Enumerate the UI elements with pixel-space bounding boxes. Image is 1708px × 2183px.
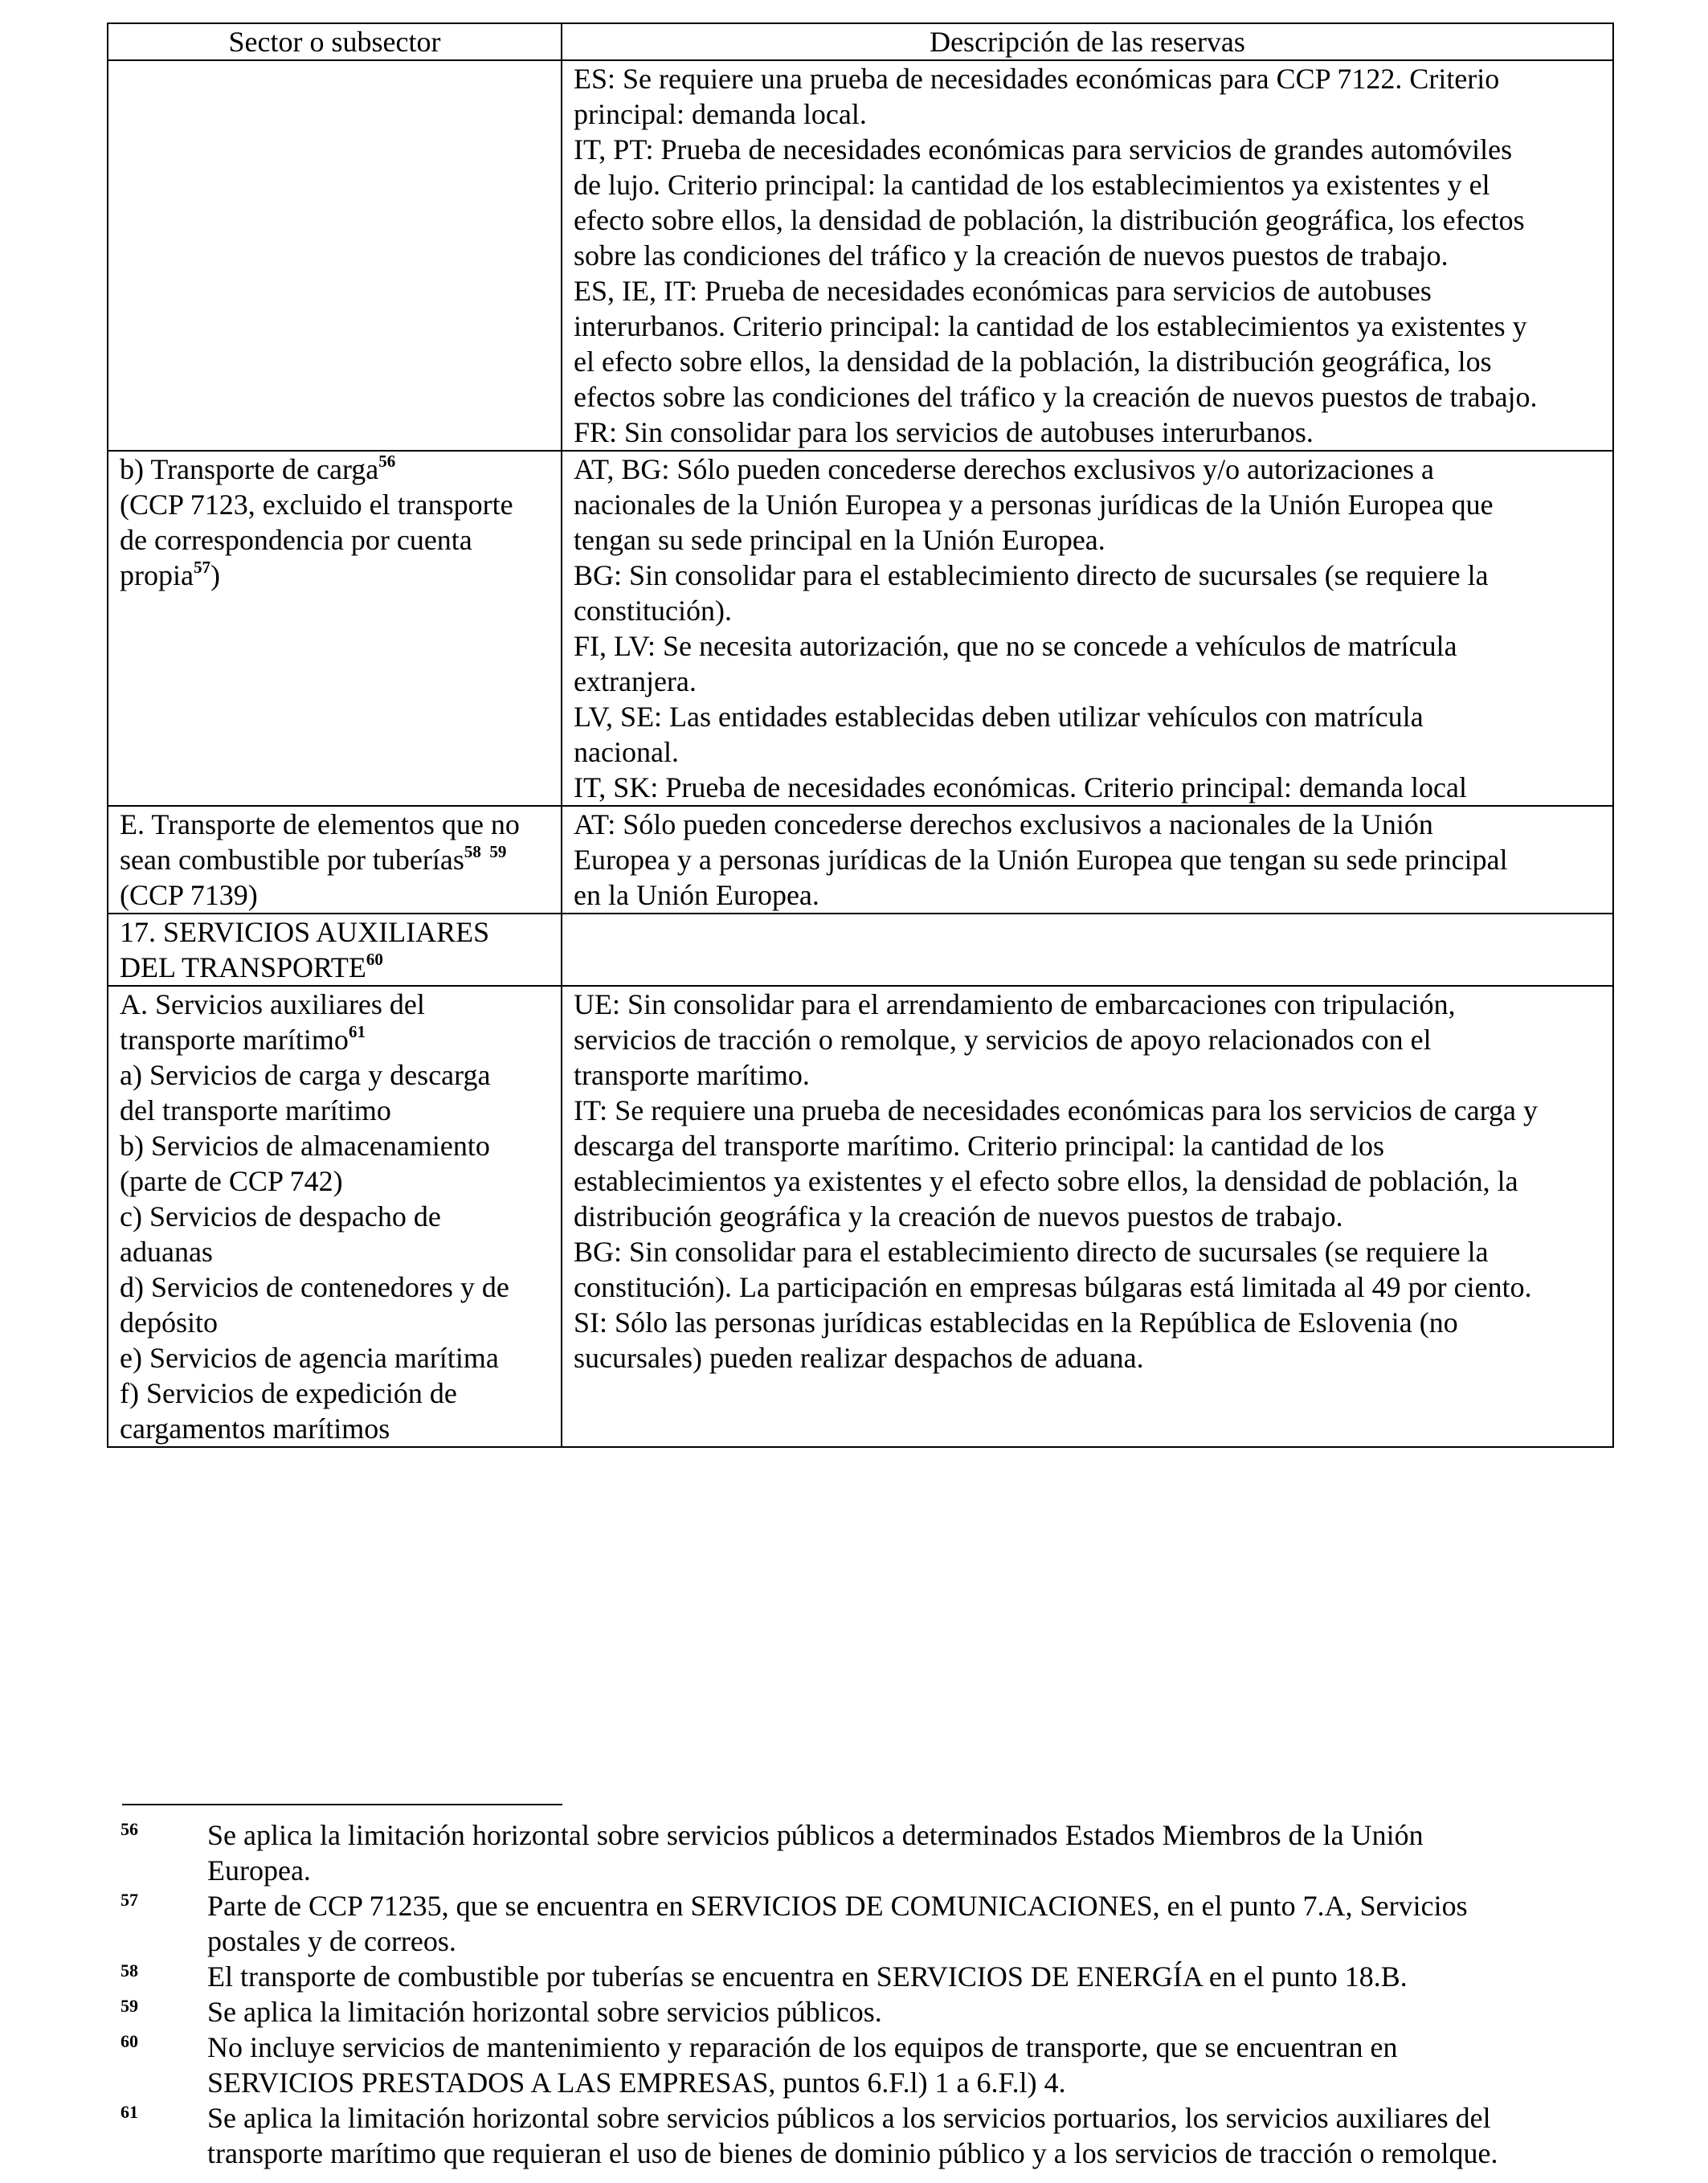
footnote-line: Europea. — [207, 1854, 311, 1887]
footnote-line: Se aplica la limitación horizontal sobre servicios públicos a los servicios portuarios, los servicios auxiliares del — [207, 2102, 1491, 2134]
sector-cell — [108, 914, 562, 986]
description-line: SI: Sólo las personas jurídicas establecidas en la República de Eslovenia (no — [574, 1306, 1458, 1339]
sector-line — [120, 842, 550, 877]
description-line: efectos sobre las condiciones del tráfico y la creación de nuevos puestos de trabajo. — [574, 381, 1538, 413]
footnote-line: No incluye servicios de mantenimiento y reparación de los equipos de transporte, que se encuentran en — [207, 2031, 1398, 2063]
table-row — [108, 451, 1613, 806]
description-line: en la Unión Europea. — [574, 879, 819, 911]
footnote-text — [207, 2030, 1615, 2100]
sector-cell — [108, 60, 562, 451]
description-line: principal: demanda local. — [574, 98, 867, 130]
sector-line: aduanas — [120, 1236, 213, 1268]
footnote — [121, 2100, 1615, 2171]
table-row — [108, 986, 1613, 1447]
table-row — [108, 60, 1613, 451]
description-cell — [562, 60, 1613, 451]
description-line: nacionales de la Unión Europea y a personas jurídicas de la Unión Europea que — [574, 489, 1493, 521]
description-line: el efecto sobre ellos, la densidad de la población, la distribución geográfica, los — [574, 345, 1492, 378]
sector-line: f) Servicios de expedición de — [120, 1377, 457, 1409]
description-line: sucursales) pueden realizar despachos de aduana. — [574, 1342, 1144, 1374]
sector-line: a) Servicios de carga y descarga — [120, 1059, 491, 1091]
reservations-table — [107, 22, 1614, 1448]
footnote — [121, 1994, 1615, 2030]
description-line: IT: Se requiere una prueba de necesidades económicas para los servicios de carga y — [574, 1094, 1538, 1126]
description-line: AT: Sólo pueden concederse derechos exclusivos a nacionales de la Unión — [574, 808, 1433, 840]
footnote-line: Se aplica la limitación horizontal sobre servicios públicos. — [207, 1996, 882, 2028]
sector-column-header: Sector o subsector — [108, 23, 562, 60]
footnote — [121, 2030, 1615, 2100]
footnote-line: El transporte de combustible por tuberías se encuentra en SERVICIOS DE ENERGÍA en el punto 18.B. — [207, 1960, 1408, 1993]
sector-line — [120, 950, 550, 985]
footnote-number: 58 — [121, 1960, 138, 1981]
table-row — [108, 914, 1613, 986]
description-line: de lujo. Criterio principal: la cantidad de los establecimientos ya existentes y el — [574, 169, 1490, 201]
footnote — [121, 1817, 1615, 1888]
description-line: ES, IE, IT: Prueba de necesidades económicas para servicios de autobuses — [574, 275, 1432, 307]
description-line: ES: Se requiere una prueba de necesidades económicas para CCP 7122. Criterio — [574, 63, 1500, 95]
description-cell — [562, 451, 1613, 806]
sector-line: E. Transporte de elementos que no — [120, 808, 520, 840]
sector-line: A. Servicios auxiliares del — [120, 988, 425, 1020]
footnote-text — [207, 1994, 1615, 2030]
description-line: constitución). La participación en empresas búlgaras está limitada al 49 por ciento. — [574, 1271, 1532, 1303]
footnote-ref: 58 59 — [464, 842, 507, 861]
description-cell — [562, 914, 1613, 986]
description-line: nacional. — [574, 736, 679, 768]
description-line: LV, SE: Las entidades establecidas deben utilizar vehículos con matrícula — [574, 701, 1424, 733]
description-line: servicios de tracción o remolque, y servicios de apoyo relacionados con el — [574, 1024, 1432, 1056]
sector-text: propia — [120, 559, 194, 591]
footnote-number: 60 — [121, 2031, 138, 2051]
sector-line: c) Servicios de despacho de — [120, 1200, 441, 1233]
description-line: BG: Sin consolidar para el establecimiento directo de sucursales (se requiere la — [574, 1236, 1489, 1268]
sector-text: sean combustible por tuberías — [120, 844, 464, 876]
footnote-number: 61 — [121, 2102, 138, 2122]
sector-cell — [108, 986, 562, 1447]
description-line: tengan su sede principal en la Unión Europea. — [574, 524, 1105, 556]
footnote-line: postales y de correos. — [207, 1925, 456, 1957]
description-line: interurbanos. Criterio principal: la cantidad de los establecimientos ya existentes y — [574, 310, 1527, 342]
description-column-header: Descripción de las reservas — [562, 23, 1613, 60]
sector-line: e) Servicios de agencia marítima — [120, 1342, 499, 1374]
sector-line: del transporte marítimo — [120, 1094, 391, 1126]
table-row — [108, 806, 1613, 914]
description-line: BG: Sin consolidar para el establecimiento directo de sucursales (se requiere la — [574, 559, 1489, 591]
sector-line — [120, 558, 550, 593]
footnote-ref: 57 — [193, 558, 210, 577]
footnote-line: Se aplica la limitación horizontal sobre servicios públicos a determinados Estados Miembros de la Unión — [207, 1819, 1424, 1851]
footnote-ref: 61 — [348, 1022, 366, 1041]
sector-line: b) Servicios de almacenamiento — [120, 1130, 490, 1162]
description-cell — [562, 986, 1613, 1447]
footnote-number: 56 — [121, 1819, 138, 1839]
description-line: extranjera. — [574, 665, 697, 697]
description-line: descarga del transporte marítimo. Criterio principal: la cantidad de los — [574, 1130, 1385, 1162]
sector-line: depósito — [120, 1306, 218, 1339]
footnote-separator — [122, 1804, 562, 1805]
description-line: AT, BG: Sólo pueden concederse derechos exclusivos y/o autorizaciones a — [574, 453, 1434, 485]
sector-line: (CCP 7139) — [120, 879, 258, 911]
sector-line: d) Servicios de contenedores y de — [120, 1271, 509, 1303]
footnote-line: transporte marítimo que requieran el uso de bienes de dominio público y a los servicios de tracción o remolque. — [207, 2137, 1498, 2169]
description-line: efecto sobre ellos, la densidad de población, la distribución geográfica, los efectos — [574, 204, 1525, 236]
footnote-text — [207, 2100, 1615, 2171]
footnote — [121, 1888, 1615, 1959]
description-line: UE: Sin consolidar para el arrendamiento de embarcaciones con tripulación, — [574, 988, 1456, 1020]
footnote-line: SERVICIOS PRESTADOS A LAS EMPRESAS, puntos 6.F.l) 1 a 6.F.l) 4. — [207, 2066, 1066, 2099]
sector-text: b) Transporte de carga — [120, 453, 379, 485]
footnote-text — [207, 1817, 1615, 1888]
footnote-ref: 56 — [378, 452, 396, 471]
sector-cell — [108, 451, 562, 806]
sector-text: ) — [210, 559, 220, 591]
sector-line — [120, 1022, 550, 1057]
footnote-line: Parte de CCP 71235, que se encuentra en SERVICIOS DE COMUNICACIONES, en el punto 7.A, Servicios — [207, 1890, 1468, 1922]
description-cell — [562, 806, 1613, 914]
description-line: Europea y a personas jurídicas de la Unión Europea que tengan su sede principal — [574, 844, 1508, 876]
description-line: sobre las condiciones del tráfico y la creación de nuevos puestos de trabajo. — [574, 239, 1449, 272]
footnote-text — [207, 1959, 1615, 1994]
footnotes — [121, 1817, 1615, 2171]
description-line: IT, SK: Prueba de necesidades económicas. Criterio principal: demanda local — [574, 771, 1467, 803]
sector-line — [120, 452, 550, 487]
footnote — [121, 1959, 1615, 1994]
footnote-ref: 60 — [366, 950, 383, 969]
description-line: transporte marítimo. — [574, 1059, 810, 1091]
sector-text: transporte marítimo — [120, 1024, 349, 1056]
table-header-row — [108, 23, 1613, 60]
sector-text: DEL TRANSPORTE — [120, 951, 366, 983]
sector-line: (CCP 7123, excluido el transporte — [120, 489, 513, 521]
description-line: distribución geográfica y la creación de nuevos puestos de trabajo. — [574, 1200, 1343, 1233]
footnote-number: 57 — [121, 1890, 138, 1910]
description-line: FR: Sin consolidar para los servicios de autobuses interurbanos. — [574, 416, 1314, 448]
sector-line: de correspondencia por cuenta — [120, 524, 472, 556]
footnote-text — [207, 1888, 1615, 1959]
footnote-number: 59 — [121, 1996, 138, 2016]
sector-line: cargamentos marítimos — [120, 1412, 390, 1445]
description-line: constitución). — [574, 595, 732, 627]
sector-cell — [108, 806, 562, 914]
description-line: IT, PT: Prueba de necesidades económicas para servicios de grandes automóviles — [574, 133, 1513, 166]
sector-line: 17. SERVICIOS AUXILIARES — [120, 916, 490, 948]
sector-line: (parte de CCP 742) — [120, 1165, 343, 1197]
description-line: establecimientos ya existentes y el efecto sobre ellos, la densidad de población, la — [574, 1165, 1518, 1197]
description-line: FI, LV: Se necesita autorización, que no se concede a vehículos de matrícula — [574, 630, 1457, 662]
